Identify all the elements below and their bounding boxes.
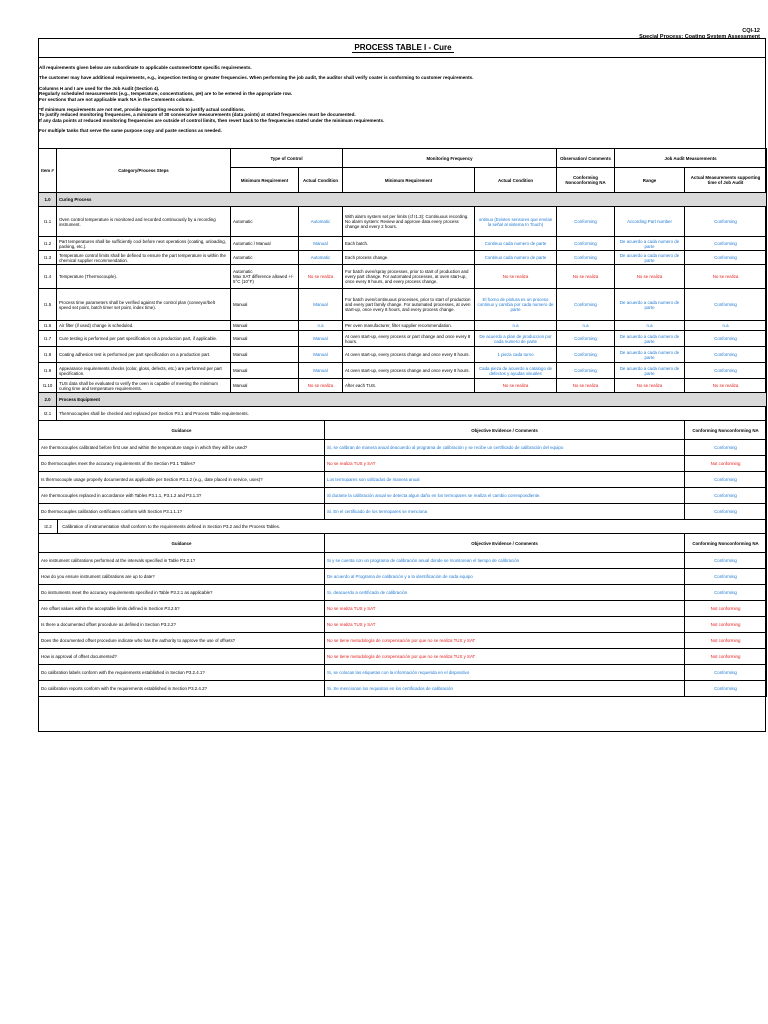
measurement-status: No se realiza — [685, 379, 767, 393]
col-status: Conforming Nonconforming NA — [685, 421, 767, 440]
category-text: Temperature control limits shall be defined to ensure the part temperature is within the chemical supplier recommendation. — [57, 251, 231, 265]
measurement-status: Conforming — [685, 237, 767, 251]
monitoring-min-requirement: Per oven manufacturer, filter supplier recommendation. — [343, 321, 475, 331]
conformity-status: Conforming — [685, 440, 767, 456]
col-conforming: Conforming Nonconforming NA — [557, 168, 615, 193]
conformity-status: Conforming — [685, 681, 767, 697]
monitoring-min-requirement: For batch oven/continuous processes, prior to start of production and every part family change. For automated processes, at oven start-up, once every 8 hours, and every process change. — [343, 289, 475, 321]
item-number: I1.10 — [39, 379, 57, 393]
conformity-status: Conforming — [685, 665, 767, 681]
range-value: De acuerdo a cada numero de parte — [615, 289, 685, 321]
col-item: Item # — [39, 149, 57, 193]
question-row — [39, 472, 767, 488]
conformity-status: Conforming — [685, 504, 767, 520]
guidance-question: Are thermocouples calibrated before first use and within the temperature range in which they will be used? — [39, 440, 325, 456]
question-row — [39, 504, 767, 520]
col-job-audit: Job Audit Measurements — [615, 149, 767, 168]
note: Columns H and I are used for the Job Audit (Section 4). — [39, 85, 160, 91]
monitoring-actual-condition: No se realiza — [475, 265, 557, 289]
observation-status: No se realiza — [557, 265, 615, 289]
actual-control: Manual — [299, 363, 343, 379]
item-number: I2.1 — [39, 407, 57, 421]
observation-status: Conforming — [557, 363, 615, 379]
evidence-comment: Los termopares son utilizados de manera anual — [325, 472, 685, 488]
question-row — [39, 553, 767, 569]
process-row — [39, 207, 767, 237]
evidence-comment: Si durante la calibración anual se detecta algun daño en los termopares se realiza el cambio correspondiente. — [325, 488, 685, 504]
measurement-status: No se realiza — [685, 265, 767, 289]
question-row — [39, 617, 767, 633]
col-type-of-control: Type of Control — [231, 149, 343, 168]
guidance-question: Are thermocouples replaced in accordance with Tables P3.1.1, P3.1.2 and P3.1.3? — [39, 488, 325, 504]
guidance-question: How do you ensure instrument calibrations are up to date? — [39, 569, 325, 585]
col-evidence: Objective Evidence / Comments — [325, 534, 685, 553]
section-row-equipment — [39, 393, 767, 407]
calibration-questions-table — [38, 533, 767, 697]
thermocouple-questions-table — [38, 420, 767, 534]
document-code: CQI-12 — [742, 28, 760, 34]
requirement-text: Thermocouples shall be checked and replaced per Section P3.1 and Process Table requirements. — [57, 407, 767, 421]
actual-control: Manual — [299, 331, 343, 347]
item-number: I1.8 — [39, 347, 57, 363]
range-value: De acuerdo a cada numero de parte — [615, 363, 685, 379]
range-value: According Part number — [615, 207, 685, 237]
question-row — [39, 601, 767, 617]
guidance-question: Do thermocouples meet the accuracy requirements of the Section P3.1 Tables? — [39, 456, 325, 472]
section-number: 1.0 — [39, 193, 57, 207]
range-value: De acuerdo a cada numero de parte — [615, 331, 685, 347]
item-number: I1.2 — [39, 237, 57, 251]
category-text: Appearance requirements checks (color, gloss, defects, etc.) are performed per part specification. — [57, 363, 231, 379]
conformity-status: Not conforming — [685, 601, 767, 617]
question-row — [39, 488, 767, 504]
control-type: Manual — [231, 321, 299, 331]
evidence-comment: Si. Se mencionan los requisitos en los certificados de calibración — [325, 681, 685, 697]
col-guidance: Guidance — [39, 421, 325, 440]
item-number: I1.1 — [39, 207, 57, 237]
monitoring-actual-condition: Continuo cada numero de parte — [475, 251, 557, 265]
page-title: PROCESS TABLE I - Cure — [354, 43, 452, 52]
guidance-question: Are offset values within the acceptable limits defined in Section P3.2.5? — [39, 601, 325, 617]
guidance-question: Do instruments meet the accuracy requirements specified in Table P3.2.1 as applicable? — [39, 585, 325, 601]
control-type: Manual — [231, 347, 299, 363]
control-type: Automatic — [231, 207, 299, 237]
process-row — [39, 347, 767, 363]
section-row-curing — [39, 193, 767, 207]
guidance-question: Is thermocouple usage properly documented as applicable per Section P3.1.2 (e.g., date placed in service, uses)? — [39, 472, 325, 488]
conformity-status: Conforming — [685, 488, 767, 504]
measurement-status: Conforming — [685, 251, 767, 265]
evidence-comment: No se tiene metodología de compensación por que no se realiza TUS y SAT — [325, 649, 685, 665]
section-number: 2.0 — [39, 393, 57, 407]
monitoring-min-requirement: After each TUS. — [343, 379, 475, 393]
control-type: Manual — [231, 289, 299, 321]
question-row — [39, 456, 767, 472]
col-status: Conforming Nonconforming NA — [685, 534, 767, 553]
process-row — [39, 237, 767, 251]
col-monitoring-frequency: Monitoring Frequency — [343, 149, 557, 168]
item-number: I1.5 — [39, 289, 57, 321]
evidence-comment: De acuerdo al Programa de calibración y a la identificación de cada equipo — [325, 569, 685, 585]
process-row — [39, 251, 767, 265]
actual-control: Manual — [299, 347, 343, 363]
guidance-question: How is approval of offset documented? — [39, 649, 325, 665]
category-text: Coating adhesion test is performed per part specification on a production part. — [57, 347, 231, 363]
measurement-status: Conforming — [685, 289, 767, 321]
item-number: I1.7 — [39, 331, 57, 347]
monitoring-actual-condition: ontinuo (Existen sensores que envían la señal al sistema In Touch) — [475, 207, 557, 237]
category-text: Cure testing is performed per part specification on a production part, if applicable. — [57, 331, 231, 347]
evidence-comment: Si, se colocan las etiquetas con la información requerida en el dispositivo — [325, 665, 685, 681]
range-value: De acuerdo a cada numero de parte — [615, 347, 685, 363]
observation-status: Conforming — [557, 289, 615, 321]
category-text: Air filter (if used) change is scheduled. — [57, 321, 231, 331]
note: The customer may have additional requirements, e.g., inspection testing or greater frequencies. When performing the job audit, the auditor shall verify coater is conforming to customer requirements. — [39, 75, 474, 81]
range-value: n.a — [615, 321, 685, 331]
control-type: Manual — [231, 363, 299, 379]
category-text: Process time parameters shall be verified against the control plan (conveyor/belt speed set point, batch timer set point, index time). — [57, 289, 231, 321]
question-row — [39, 649, 767, 665]
conformity-status: Conforming — [685, 585, 767, 601]
title-divider — [39, 57, 765, 58]
col-guidance: Guidance — [39, 534, 325, 553]
item-number: I1.6 — [39, 321, 57, 331]
requirement-row-i21 — [39, 407, 767, 421]
measurement-status: Conforming — [685, 207, 767, 237]
measurement-status: n.a — [685, 321, 767, 331]
monitoring-actual-condition: Cada pieza de acuerdo a catalogo de defectos y ayudas visuales — [475, 363, 557, 379]
question-row — [39, 633, 767, 649]
col-evidence: Objective Evidence / Comments — [325, 421, 685, 440]
requirement-row-i22 — [39, 520, 767, 534]
monitoring-min-requirement: With alarm system set per limits (cf I1.3): Continuous recording. No alarm system: Review and approve data every process change and every 2 hours. — [343, 207, 475, 237]
note: To justify reduced monitoring frequencies, a minimum of 30 consecutive measurements (data points) at stated frequencies must be documented. — [39, 112, 356, 118]
item-number: I1.9 — [39, 363, 57, 379]
monitoring-actual-condition: Continuo cada numero de parte — [475, 237, 557, 251]
evidence-comment: Si, deacuerdo a certificado de calibración — [325, 585, 685, 601]
actual-control: Manual — [299, 237, 343, 251]
question-row — [39, 440, 767, 456]
monitoring-min-requirement: At oven start-up, every process or part change and once every 8 hours. — [343, 331, 475, 347]
observation-status: Conforming — [557, 207, 615, 237]
control-type: Automatic Max SAT difference allowed +/- 5°C (10°F) — [231, 265, 299, 289]
note: *If minimum requirements are not met, provide supporting records to justify actual conditions. — [39, 107, 245, 113]
evidence-comment: Si y se cuenta con un programa de calibración anual donde se monitorean el tiempo de calibración — [325, 553, 685, 569]
range-value: No se realiza — [615, 379, 685, 393]
actual-control: Automatic — [299, 207, 343, 237]
actual-control: Manual — [299, 289, 343, 321]
observation-status: Conforming — [557, 331, 615, 347]
observation-status: Conforming — [557, 237, 615, 251]
col-actual-measurements: Actual Measurements supporting time of Job Audit — [685, 168, 767, 193]
range-value: De acuerdo a cada numero de parte — [615, 237, 685, 251]
monitoring-actual-condition: No se realiza — [475, 379, 557, 393]
control-type: Automatic / Manual — [231, 237, 299, 251]
evidence-comment: No se tiene metodología de compensación por que no se realiza TUS y SAT — [325, 633, 685, 649]
note: If any data points at reduced monitoring frequencies are outside of control limits, then revert back to the frequencies stated under the minimum requirements. — [39, 117, 385, 123]
observation-status: Conforming — [557, 251, 615, 265]
section-label: Process Equipment — [57, 393, 767, 407]
question-row — [39, 665, 767, 681]
control-type: Manual — [231, 379, 299, 393]
monitoring-min-requirement: Each process change. — [343, 251, 475, 265]
actual-control: No se realiza — [299, 379, 343, 393]
monitoring-min-requirement: For batch oven/spray processes, prior to start of production and every part change. For automated processes, at oven start-up, once every 8 hours, and every process change. — [343, 265, 475, 289]
process-row — [39, 331, 767, 347]
category-text: Temperature (Thermocouple). — [57, 265, 231, 289]
process-row — [39, 289, 767, 321]
category-text: Oven control temperature is monitored and recorded continuously by a recording instrument. — [57, 207, 231, 237]
col-observation: Observation/ Comments — [557, 149, 615, 168]
conformity-status: Not conforming — [685, 633, 767, 649]
note: All requirements given below are subordinate to applicable customer/OEM specific requirements. — [39, 65, 252, 70]
actual-control: n.a — [299, 321, 343, 331]
monitoring-min-requirement: Each batch. — [343, 237, 475, 251]
process-row — [39, 363, 767, 379]
guidance-question: Do calibration reports conform with the requirements established in Section P3.2.4.2? — [39, 681, 325, 697]
process-row — [39, 379, 767, 393]
requirements-notes — [39, 65, 765, 134]
measurement-status: Conforming — [685, 347, 767, 363]
guidance-question: Is there a documented offset procedure as defined in Section P3.2.2? — [39, 617, 325, 633]
monitoring-min-requirement: At oven start-up, every process change and once every 8 hours. — [343, 363, 475, 379]
section-label: Curing Process — [57, 193, 767, 207]
actual-control: Automatic — [299, 251, 343, 265]
evidence-comment: No se realiza TUS y SAT — [325, 456, 685, 472]
evidence-comment: No se realiza TUS y SAT — [325, 601, 685, 617]
monitoring-actual-condition: n.a — [475, 321, 557, 331]
observation-status: n.a — [557, 321, 615, 331]
note: Regularly scheduled measurements (e.g., temperature, concentrations, pH) are to be entered in the appropriate row. — [39, 91, 293, 97]
guidance-question: Do thermocouples calibration certificates conform with Section P3.1.1.1? — [39, 504, 325, 520]
requirement-text: Calibration of instrumentation shall conform to the requirements defined in Section P3.2 and the Process Tables. — [62, 524, 281, 529]
evidence-comment: Si, se calibran de manera anual deacuerdo al programa de calibración y se recibe un certificado de calibración del equipo — [325, 440, 685, 456]
col-actual-condition-freq: Actual Condition — [475, 168, 557, 193]
monitoring-actual-condition: 1 pieza cada turno — [475, 347, 557, 363]
col-min-requirement-freq: Minimum Requirement — [343, 168, 475, 193]
guidance-question: Are instrument calibrations performed at the intervals specified in Table P3.2.1? — [39, 553, 325, 569]
item-number: I1.3 — [39, 251, 57, 265]
note: For multiple tanks that serve the same purpose copy and paste sections as needed. — [39, 128, 222, 134]
question-row — [39, 681, 767, 697]
conformity-status: Not conforming — [685, 617, 767, 633]
range-value: No se realiza — [615, 265, 685, 289]
control-type: Manual — [231, 331, 299, 347]
conformity-status: Not conforming — [685, 456, 767, 472]
col-category: Category/Process Steps — [57, 149, 231, 193]
document-subtitle: Special Process: Coating System Assessment — [639, 34, 760, 40]
control-type: Automatic — [231, 251, 299, 265]
actual-control: No se realiza — [299, 265, 343, 289]
col-actual-condition: Actual Condition — [299, 168, 343, 193]
monitoring-min-requirement: At oven start-up, every process change and once every 8 hours. — [343, 347, 475, 363]
conformity-status: Conforming — [685, 472, 767, 488]
process-row — [39, 265, 767, 289]
guidance-question: Do calibration labels conform with the requirements established in Section P3.2.4.1? — [39, 665, 325, 681]
note: For sections that are not applicable mark NA in the Comments column. — [39, 96, 194, 102]
conformity-status: Conforming — [685, 553, 767, 569]
observation-status: Conforming — [557, 347, 615, 363]
process-table-frame — [38, 38, 766, 732]
conformity-status: Conforming — [685, 569, 767, 585]
range-value: De acuerdo a cada numero de parte — [615, 251, 685, 265]
observation-status: No se realiza — [557, 379, 615, 393]
evidence-comment: Si. En el certificado de los termopares se menciona — [325, 504, 685, 520]
measurement-status: Conforming — [685, 363, 767, 379]
evidence-comment: No se realiza TUS y SAT — [325, 617, 685, 633]
process-table — [38, 148, 767, 421]
guidance-question: Does the documented offset procedure indicate who has the authority to approve the use of offsets? — [39, 633, 325, 649]
col-min-requirement: Minimum Requirement — [231, 168, 299, 193]
item-number: I2.2 — [39, 520, 58, 533]
question-row — [39, 585, 767, 601]
monitoring-actual-condition: El horno de pintura es un proceso continuo y cambia por cada numero de parte — [475, 289, 557, 321]
process-row — [39, 321, 767, 331]
measurement-status: Conforming — [685, 331, 767, 347]
question-row — [39, 569, 767, 585]
conformity-status: Not conforming — [685, 649, 767, 665]
category-text: Part temperatures shall be sufficiently cool before next operations (coating, unloading, packing, etc.). — [57, 237, 231, 251]
category-text: TUS data shall be evaluated to verify the oven is capable of meeting the minimum curing time and temperature requirements. — [57, 379, 231, 393]
item-number: I1.4 — [39, 265, 57, 289]
col-range: Range — [615, 168, 685, 193]
monitoring-actual-condition: De acuerdo a plan de produccion por cada numero de parte — [475, 331, 557, 347]
